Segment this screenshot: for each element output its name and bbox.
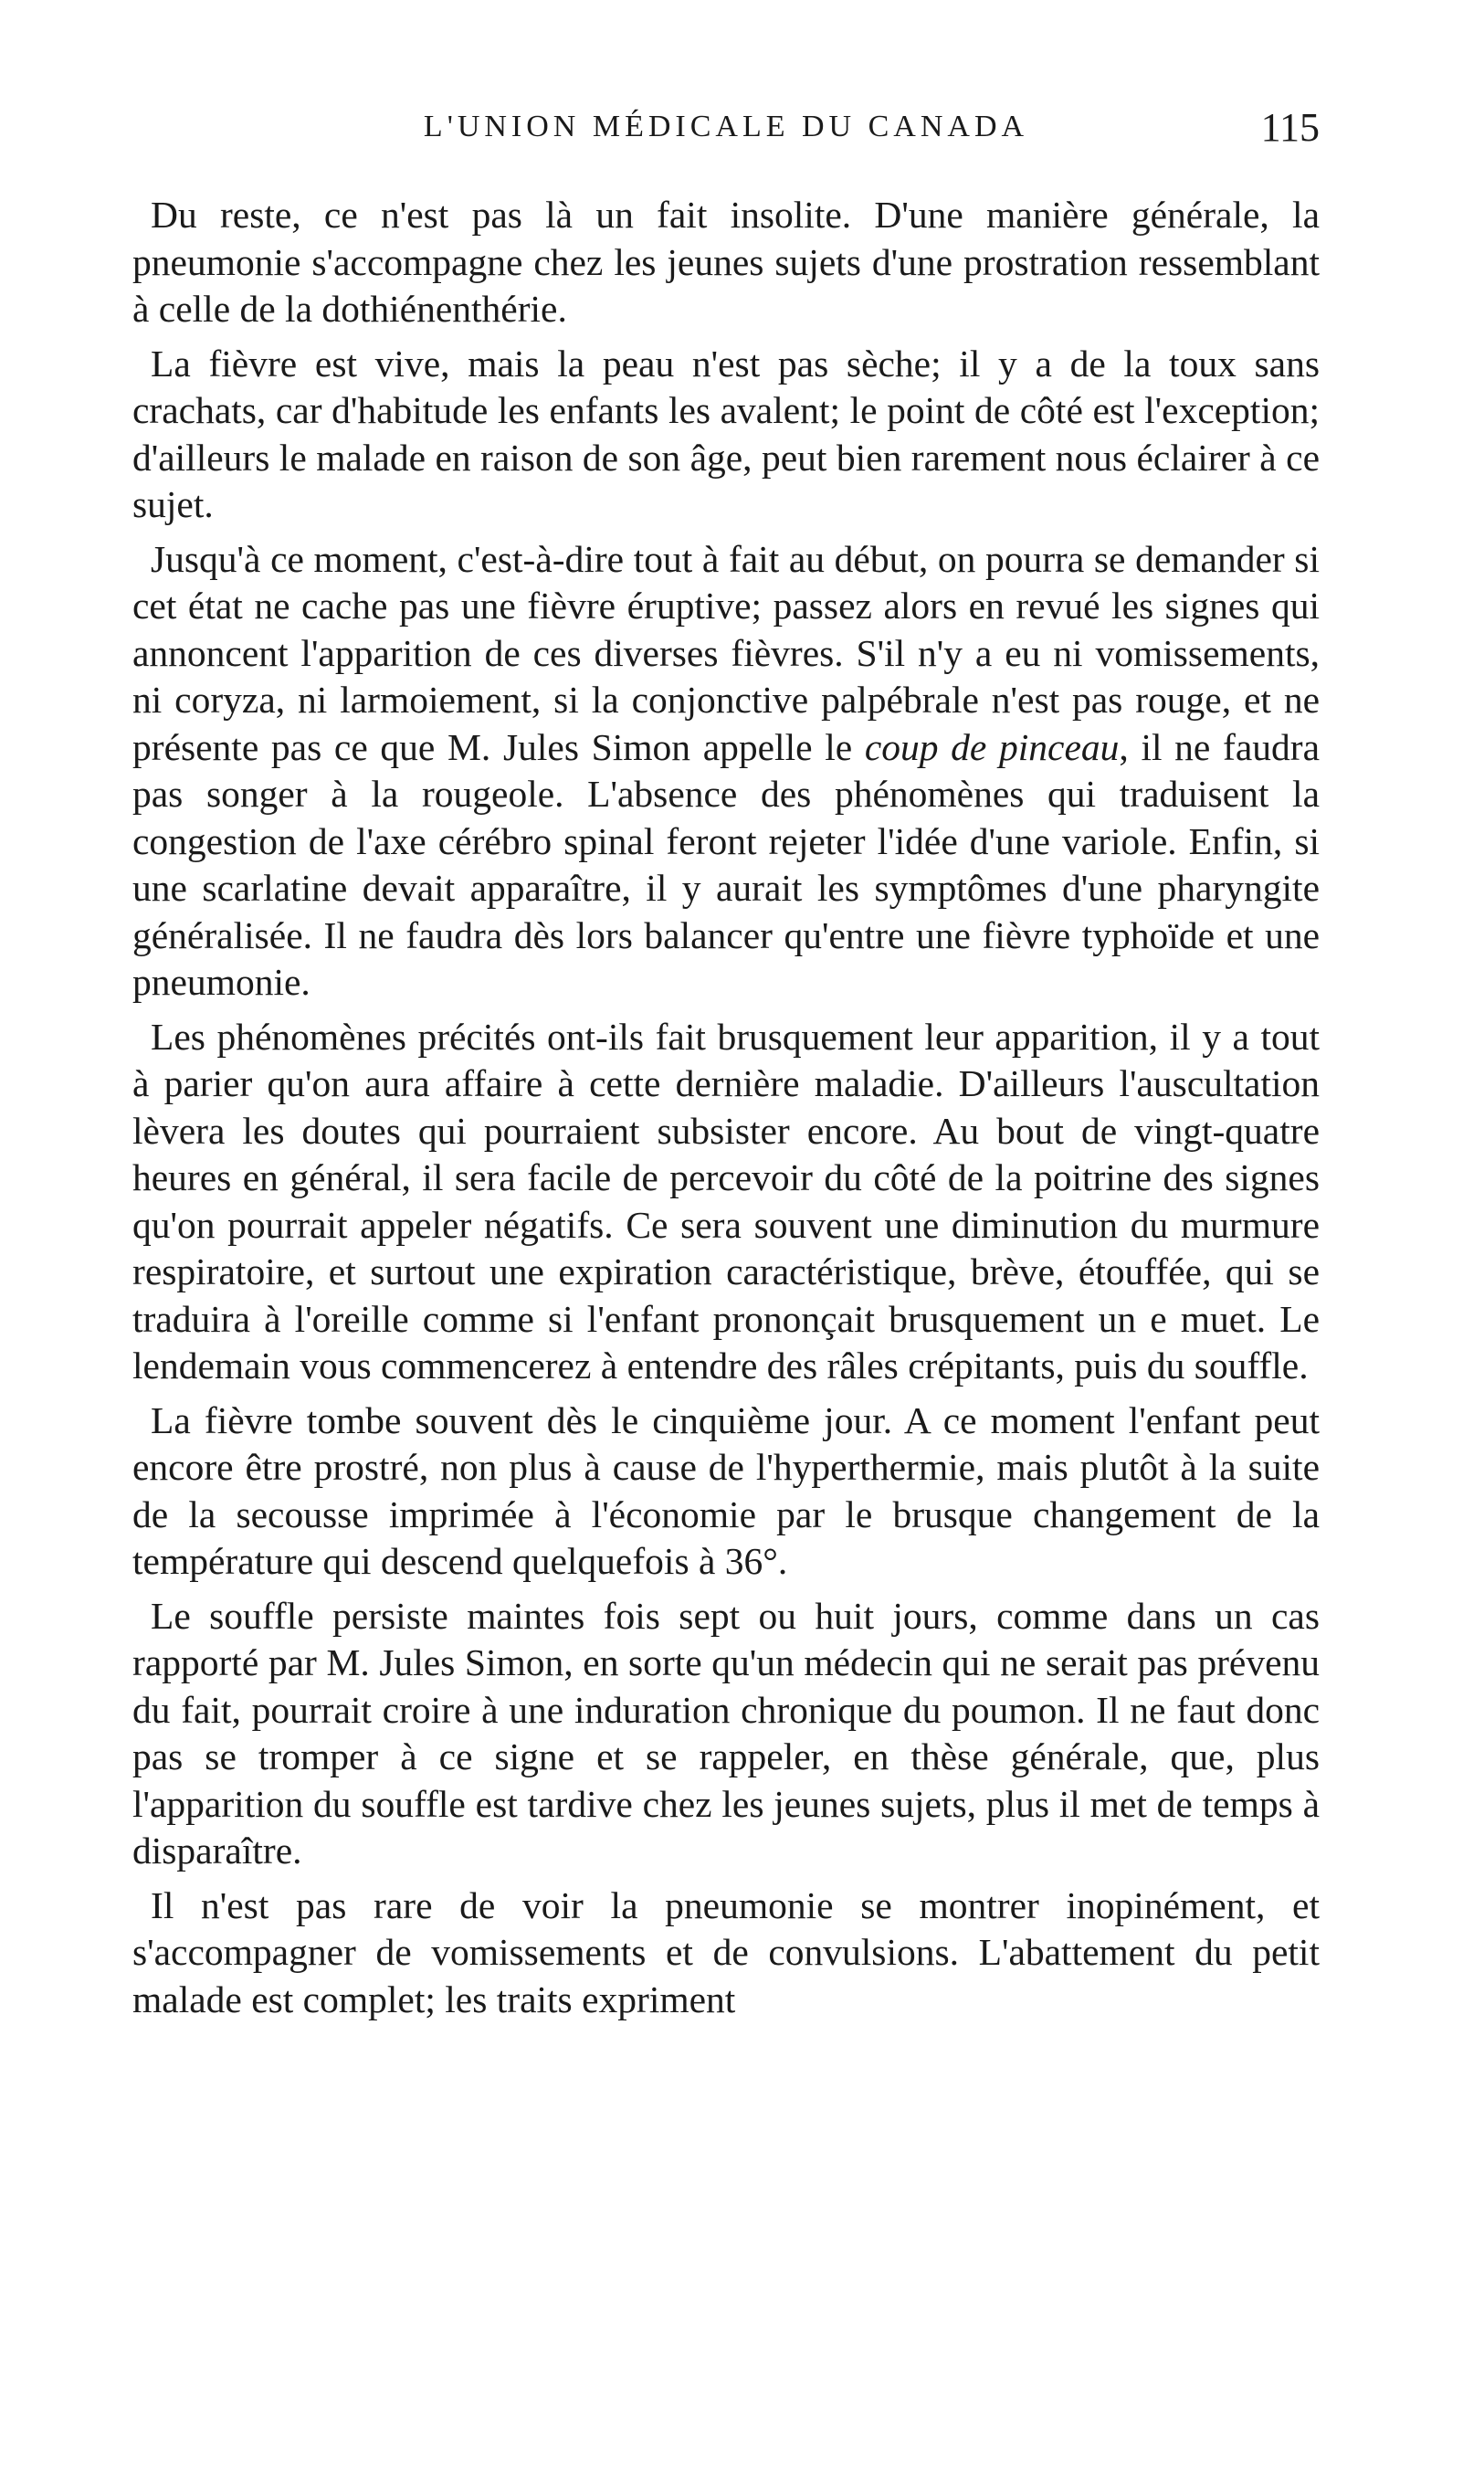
paragraph <box>132 341 1320 529</box>
running-title: L'UNION MÉDICALE DU CANADA <box>423 110 1029 143</box>
paragraph-text: Les phénomènes précités ont-ils fait brusquement leur apparition, il y a tout à parier qu'on aura affaire à cette dernière maladie. D'ailleurs l'auscultation lèvera les doutes qui pourraient subsister encore. Au bout de vingt-quatre heures en général, il sera facile de percevoir du côté de la poitrine des signes qu'on pourrait appeler négatifs. Ce sera souvent une diminution du murmure respiratoire, et surtout une expiration caractéristique, brève, étouffée, qui se traduira à l'oreille comme si l'enfant prononçait brusquement un e muet. Le lendemain vous commencerez à entendre des râles crépitants, puis du souffle. <box>132 1015 1320 1387</box>
paragraph-text: La fièvre est vive, mais la peau n'est pas sèche; il y a de la toux sans crachats, car d'habitude les enfants les avalent; le point de côté est l'exception; d'ailleurs le malade en raison de son âge, peut bien rarement nous éclairer à ce sujet. <box>132 342 1320 525</box>
paragraph <box>132 1883 1320 2024</box>
paragraph-text: Le souffle persiste maintes fois sept ou huit jours, comme dans un cas rapporté par M. Jules Simon, en sorte qu'un médecin qui ne serait pas prévenu du fait, pourrait croire à une induration chronique du poumon. Il ne faut donc pas se tromper à ce signe et se rappeler, en thèse générale, que, plus l'apparition du souffle est tardive chez les jeunes sujets, plus il met de temps à disparaître. <box>132 1594 1320 1872</box>
paragraph-text: Il n'est pas rare de voir la pneumonie se montrer inopinément, et s'accompagner de vomissements et de convulsions. L'abattement du petit malade est complet; les traits expriment <box>132 1883 1320 2020</box>
document-page <box>132 105 1320 2030</box>
page-number: 115 <box>1260 105 1320 150</box>
paragraph <box>132 1593 1320 1875</box>
paragraph <box>132 1397 1320 1586</box>
paragraph-text: , il ne faudra pas songer à la rougeole. L'absence des phénomènes qui traduisent la congestion de l'axe cérébro spinal feront rejeter l'idée d'une variole. Enfin, si une scarlatine devait apparaître, il y aurait les symptômes d'une pharyngite généralisée. Il ne faudra dès lors balancer qu'entre une fièvre typhoïde et une pneumonie. <box>132 725 1320 1003</box>
paragraph <box>132 1014 1320 1390</box>
paragraph <box>132 536 1320 1007</box>
paragraph-text: Du reste, ce n'est pas là un fait insolite. D'une manière générale, la pneumonie s'accompagne chez les jeunes sujets d'une prostration ressemblant à celle de la dothiénenthérie. <box>132 194 1320 330</box>
paragraph-text: La fièvre tombe souvent dès le cinquième jour. A ce moment l'enfant peut encore être prostré, non plus à cause de l'hyperthermie, mais plutôt à la suite de la secousse imprimée à l'économie par le brusque changement de la température qui descend quelquefois à 36°. <box>132 1398 1320 1582</box>
paragraph <box>132 192 1320 333</box>
running-head <box>132 105 1320 164</box>
paragraph-text: Jusqu'à ce moment, c'est-à-dire tout à fait au début, on pourra se demander si cet état ne cache pas une fièvre éruptive; passez alors en revué les signes qui annoncent l'apparition de ces diverses fièvres. S'il n'y a eu ni vomissements, ni coryza, ni larmoiement, si la conjonctive palpébrale n'est pas rouge, et ne présente pas ce que M. Jules Simon appelle le <box>132 537 1320 768</box>
body-text <box>132 192 1320 2023</box>
italic-text: coup de pinceau <box>864 725 1120 768</box>
